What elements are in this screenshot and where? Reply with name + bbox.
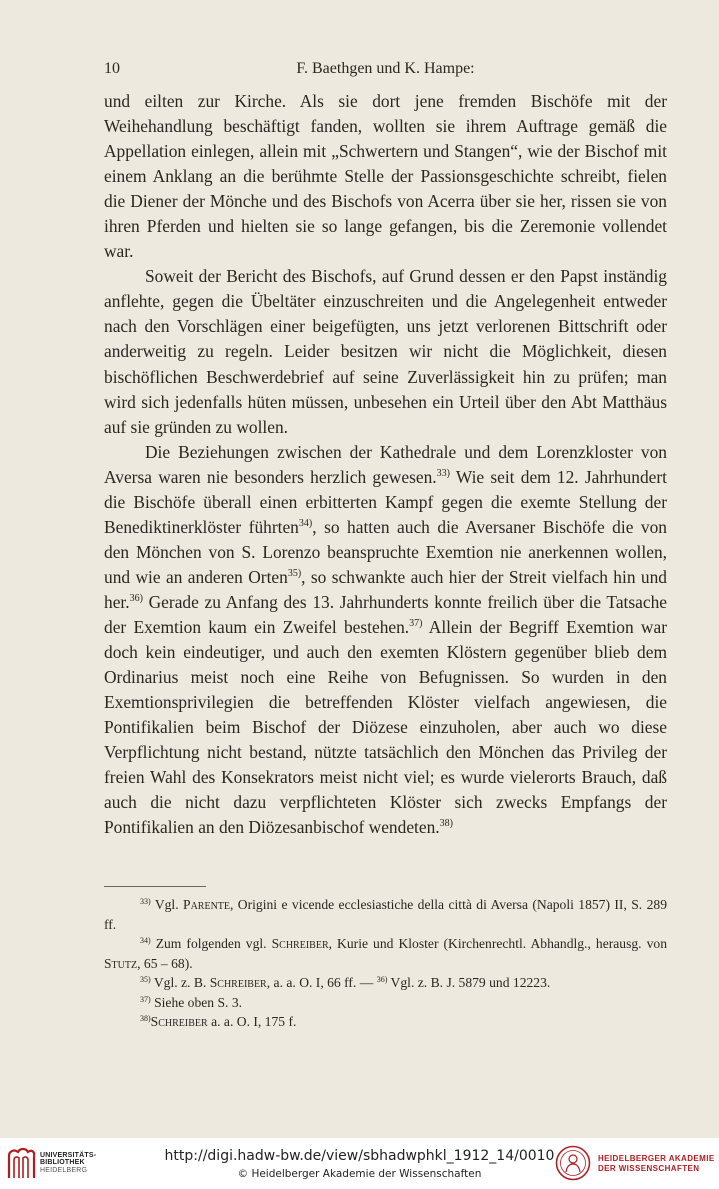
footnote-ref-34[interactable]: 34) [298,517,313,529]
author-name: Schreiber [209,975,267,990]
footnote-text: Zum folgenden vgl. [150,936,272,951]
footnote-text: , Origini e vicende ecclesiastiche della città di Aversa (Napoli 1857) II, S. 289 ff. [104,897,667,932]
footnote-37 [104,993,667,1013]
footnote-mark: 37) [140,994,151,1004]
text-run: Gerade zu Anfang des 13. Jahrhunderts konnte freilich über die Tatsache der Exemtion kaum ein Zweifel bestehen. [104,591,667,637]
footnote-mark: 35) [140,975,151,984]
footnote-34 [104,934,667,973]
footnote-ref-33[interactable]: 33) [436,467,450,479]
footnote-mark: 36) [376,975,388,984]
author-name: Parente [183,897,231,912]
text-run: Allein der Begriff Exemtion war doch kein eindeutiger, und auch den exemten Klöstern gegenüber blieb dem Ordinarius meist noch eine Reihe von Befugnissen. So wurden in den Exemtionsprivilegien die betreffenden Klöster vielfach angewiesen, die Pontifikalien beim Bischof der Diözese einzuholen, aber auch wo diese Verpflichtung nicht bestand, nützte tatsächlich den Mönchen das Privileg der freien Wahl des Konsekrators meist nicht viel; es wurde vielerorts Brauch, daß auch die nicht dazu verpflichteten Klöster sich zwecks Empfangs der Pontifikalien an den Diözesanbischof wendeten. [104,616,667,838]
footnote-divider [104,886,206,887]
body-text [104,89,667,840]
library-name-line: UNIVERSITÄTS- [40,1152,97,1159]
footnotes [104,895,667,1032]
footnote-mark: 33) [140,897,151,906]
footnote-mark: 34) [140,936,151,945]
footnote-text: Siehe oben S. 3. [150,994,243,1010]
copyright-notice: © Heidelberger Akademie der Wissenschaften [237,1168,482,1180]
footnote-text: a. a. O. I, 175 f. [207,1014,297,1029]
footnote-38 [104,1012,667,1032]
paragraph-2: Soweit der Bericht des Bischofs, auf Grund dessen er den Papst inständig anflehte, gegen die Übeltäter einzuschreiten und die Angelegenheit entweder nach den Vorschlägen einer beigefügten, uns jetzt verlorenen Bittschrift oder anderweitig zu regeln. Leider besitzen wir nicht die Möglichkeit, diesen bischöflichen Beschwerdebrief auf seine Zuverlässigkeit hin zu prüfen; man wird sich jedenfalls hüten müssen, unbesehen ein Urteil über den Abt Matthäus auf sie gründen zu wollen. [104,266,667,437]
paragraph-1: und eilten zur Kirche. Als sie dort jene fremden Bischöfe mit der Weihehandlung beschäftigt fanden, wollten sie ihrem Auftrage gemäß die Appellation einlegen, allein mit „Schwertern und Stangen“, wie der Bischof mit einem Anklang an die berühmte Stelle der Passionsgeschichte schreibt, fielen die Diener der Mönche und des Bischofs von Acerra über sie her, rissen sie von ihren Pferden und hielten sie so lange gefangen, bis die Zeremonie vollendet war. [104,91,667,262]
page-number: 10 [104,60,120,77]
footnote-text: , a. a. O. I, 66 ff. — [266,975,377,990]
footnote-33 [104,895,667,934]
running-title: F. Baethgen und K. Hampe: [296,60,475,77]
text-run: , so schwankte auch hier der Streit vielfach hin und her. [104,566,667,612]
footnote-mark: 38) [140,1014,151,1023]
paragraph-3 [104,440,667,841]
academy-name-line: HEIDELBERGER AKADEMIE [598,1154,715,1163]
permalink-url[interactable]: http://digi.hadw-bw.de/view/sbhadwphkl_1912_14/0010 [164,1148,555,1164]
text-run: Wie seit dem 12. Jahrhundert die Bischöfe überall einen erbitterten Kampf gegen die exemte Stellung der Benediktinerklöster führten [104,466,667,537]
footnote-text: , Kurie und Kloster (Kirchenrechtl. Abhandlg., herausg. von [328,936,667,951]
text-run: Die Beziehungen zwischen der Kathedrale und dem Lorenzkloster von Aversa waren nie besonders herzlich gewesen. [104,441,667,487]
footnote-text: Vgl. [150,897,184,912]
footnote-35-36 [104,973,667,993]
author-name: Schreiber [150,1014,208,1029]
footnote-text: , 65 – 68). [137,955,193,971]
text-run: , so hatten auch die Aversaner Bischöfe die von den Mönchen von S. Lorenzo beanspruchte Exemtion nie anerkennen wollen, und wie an anderen Orten [104,516,667,587]
author-name: Stutz [104,955,138,971]
footnote-ref-35[interactable]: 35) [287,567,302,579]
viewer-footer [0,1138,719,1189]
academy-seal-icon[interactable] [555,1145,591,1181]
library-name-line: BIBLIOTHEK [40,1159,85,1167]
footnote-ref-38[interactable]: 38) [439,818,453,830]
footnote-ref-36[interactable]: 36) [129,592,143,604]
author-name: Schreiber [271,936,329,951]
footnote-text: Vgl. z. B. [150,975,210,990]
library-city: HEIDELBERG [40,1166,88,1174]
footnote-ref-37[interactable]: 37) [409,617,423,629]
academy-name [598,1154,715,1174]
academy-name-line: DER WISSENSCHAFTEN [598,1164,700,1173]
footnote-text: Vgl. z. B. J. 5879 und 12223. [387,975,551,990]
page-header [104,60,667,82]
